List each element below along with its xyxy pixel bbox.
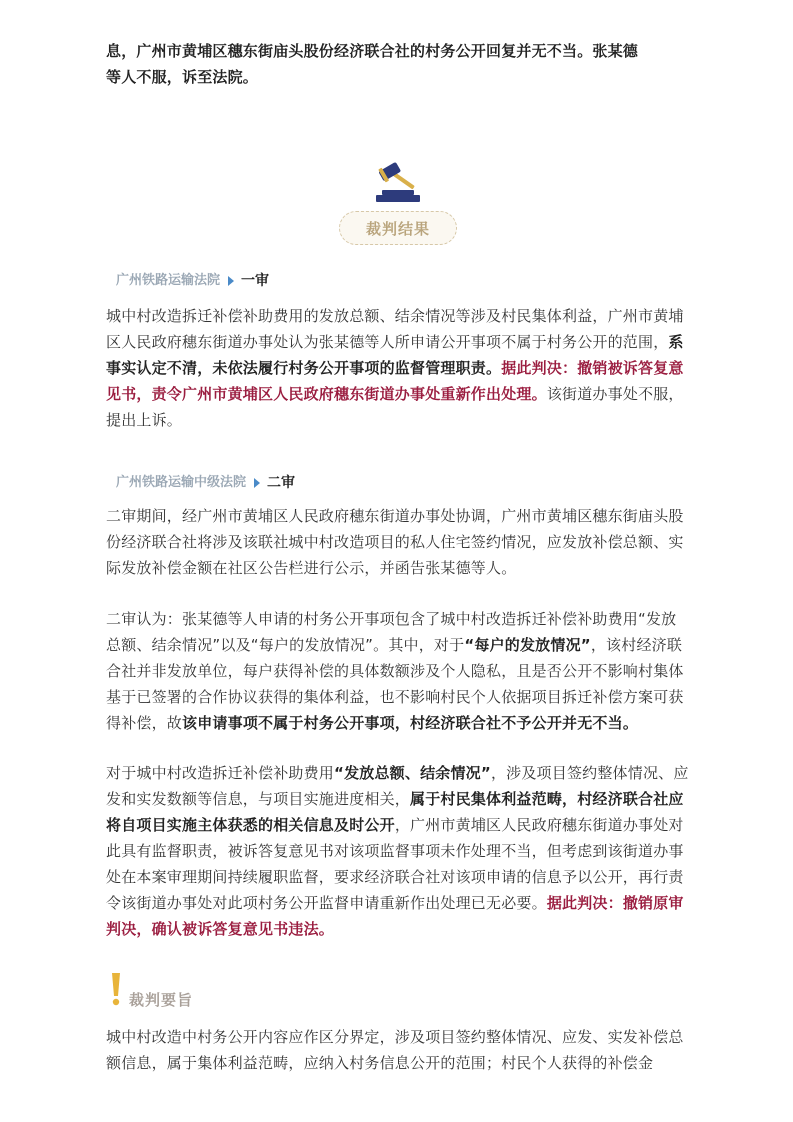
key-points-text: 城中村改造中村务公开内容应作区分界定，涉及项目签约整体情况、应发、实发补偿总额信息，属于集体利益范畴，应纳入村务信息公开的范围；村民个人获得的补偿金 xyxy=(106,1028,684,1072)
p3-bold-1: “发放总额、结余情况” xyxy=(334,764,491,782)
instance-label: 一审 xyxy=(241,273,270,289)
p3-text-2: ，涉及项目签约整体情况、应发和实发数额等信息，与项目实施进度相关， xyxy=(106,764,689,808)
verdict-section-label: 裁判结果 xyxy=(365,219,430,238)
p3-text-1: 对于城中村改造拆迁补偿补助费用 xyxy=(106,764,335,782)
first-bold-1: 系事实认定不清，未依法履行村务公开事项的监督管理职责。 xyxy=(106,333,684,377)
p3-text-3: ，广州市黄埔区人民政府穗东街道办事处对此具有监督职责，被诉答复意见书对该项监督事项未作处理不当，但考虑到该街道办事处在本案审理期间持续履职监督，要求经济联合社对该项申请的信息予以公开，再行责令该街道办事处对此项村务公开监督申请重新作出处理已无必要。 xyxy=(106,816,684,912)
p3-judgment-red: 据此判决：撤销原审判决，确认被诉答复意见书违法。 xyxy=(106,894,684,938)
court-label-first-instance xyxy=(116,272,269,290)
first-instance-paragraph xyxy=(106,303,691,433)
p2-text-2: ，该村经济联合社并非发放单位，每户获得补偿的具体数额涉及个人隐私，且是否公开不影响村集体基于已签署的合作协议获得的集体利益，也不影响村民个人依据项目拆迁补偿方案可获得补偿，故 xyxy=(106,636,684,732)
key-points-paragraph xyxy=(106,1024,691,1076)
court-name: 广州铁路运输中级法院 xyxy=(116,475,247,490)
second-instance-paragraph-2 xyxy=(106,606,691,736)
p2-text-1: 二审认为：张某德等人申请的村务公开事项包含了城中村改造拆迁补偿补助费用“发放总额、结余情况”以及“每户的发放情况”。其中，对于 xyxy=(106,610,677,654)
first-text-2: 该街道办事处不服，提出上诉。 xyxy=(106,385,684,429)
first-judgment-red: 据此判决：撤销被诉答复意见书，责令广州市黄埔区人民政府穗东街道办事处重新作出处理。 xyxy=(106,359,684,403)
triangle-right-icon xyxy=(254,478,260,488)
first-text-1: 城中村改造拆迁补偿补助费用的发放总额、结余情况等涉及村民集体利益，广州市黄埔区人民政府穗东街道办事处认为张某德等人所申请公开事项不属于村务公开的范围， xyxy=(106,307,684,351)
court-label-second-instance xyxy=(116,474,295,492)
second-instance-paragraph-1 xyxy=(106,503,691,581)
intro-line-2: 等人不服，诉至法院。 xyxy=(106,68,259,86)
intro-lead-bold: 息，广州市黄埔区穗东街庙头股份经济联合社的村务公开回复并无不当。张某德 xyxy=(106,42,639,60)
intro-paragraph xyxy=(106,38,691,90)
second-instance-paragraph-3 xyxy=(106,760,691,942)
p2-bold-2: 该申请事项不属于村务公开事项，村经济联合社不予公开并无不当。 xyxy=(182,714,639,732)
p3-bold-2: 属于村民集体利益范畴，村经济联合社应将自项目实施主体获悉的相关信息及时公开 xyxy=(106,790,684,834)
verdict-section-title xyxy=(339,211,457,245)
instance-label: 二审 xyxy=(267,475,296,491)
key-points-title: 裁判要旨 xyxy=(129,991,194,1009)
exclamation-icon xyxy=(109,972,123,1006)
second-para-1-text: 二审期间，经广州市黄埔区人民政府穗东街道办事处协调，广州市黄埔区穗东街庙头股份经济联合社将涉及该联社城中村改造项目的私人住宅签约情况，应发放补偿总额、实际发放补偿金额在社区公告栏进行公示，并函告张某德等人。 xyxy=(106,507,684,577)
p2-bold-1: “每户的发放情况” xyxy=(464,636,591,654)
gavel-icon xyxy=(370,162,426,204)
triangle-right-icon xyxy=(228,276,234,286)
court-name: 广州铁路运输法院 xyxy=(116,273,221,288)
